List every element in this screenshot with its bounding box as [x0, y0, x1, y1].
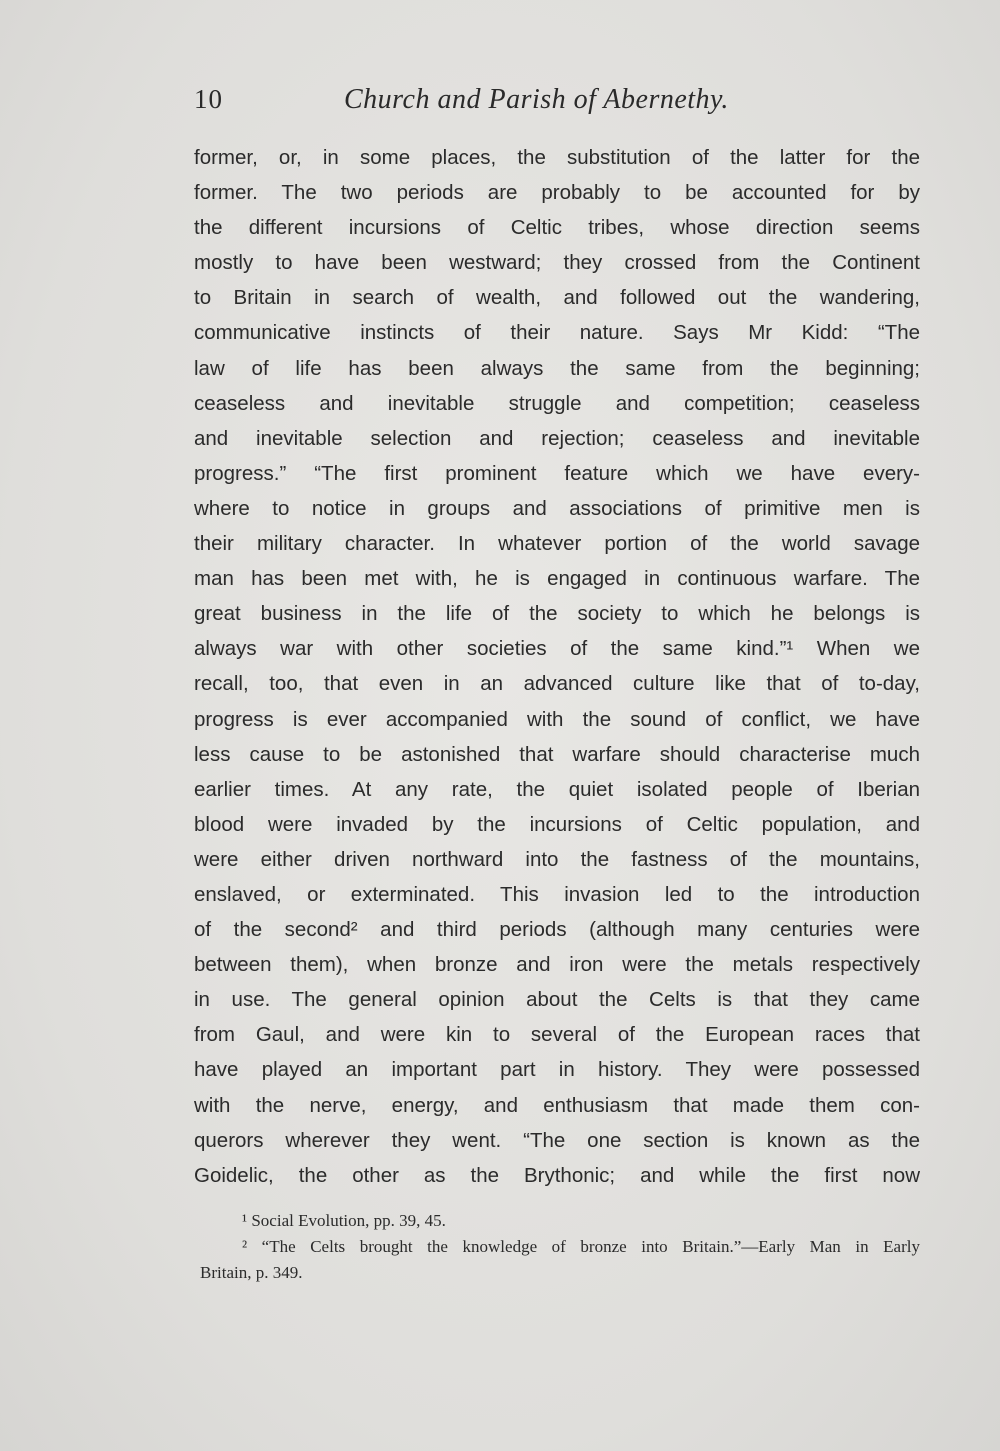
text-line: in use. The general opinion about the Celts is that they came: [194, 988, 920, 1012]
text-line: of the second² and third periods (although many centuries were: [194, 918, 920, 942]
text-line: communicative instincts of their nature. Says Mr Kidd: “The: [194, 321, 920, 345]
text-line: have played an important part in history. They were possessed: [194, 1058, 920, 1082]
text-line: man has been met with, he is engaged in continuous warfare. The: [194, 567, 920, 591]
running-title: Church and Parish of Abernethy.: [344, 84, 729, 115]
text-line: less cause to be astonished that warfare should characterise much: [194, 742, 920, 766]
text-line: where to notice in groups and associations of primitive men is: [194, 496, 920, 520]
text-line: former, or, in some places, the substitution of the latter for the: [194, 146, 920, 169]
text-line: and inevitable selection and rejection; ceaseless and inevitable: [194, 426, 920, 450]
text-line: from Gaul, and were kin to several of the European races that: [194, 1023, 920, 1047]
text-line: were either driven northward into the fastness of the mountains,: [194, 847, 920, 871]
text-line: progress is ever accompanied with the sound of conflict, we have: [194, 707, 920, 731]
text-line: law of life has been always the same from the beginning;: [194, 356, 920, 380]
text-line: between them), when bronze and iron were the metals respectively: [194, 953, 920, 977]
text-line: to Britain in search of wealth, and followed out the wandering,: [194, 286, 920, 310]
footnote-2: ² “The Celts brought the knowledge of bronze into Britain.”—Early Man in Early: [242, 1237, 920, 1256]
footnote-1: ¹ Social Evolution, pp. 39, 45.: [242, 1211, 446, 1230]
text-line: enslaved, or exterminated. This invasion led to the introduction: [194, 882, 920, 906]
text-line: earlier times. At any rate, the quiet isolated people of Iberian: [194, 777, 920, 801]
text-line: the different incursions of Celtic tribes, whose direction seems: [194, 216, 920, 240]
text-line: blood were invaded by the incursions of Celtic population, and: [194, 812, 920, 836]
footnotes: [200, 1208, 920, 1286]
text-line: Goidelic, the other as the Brythonic; and while the first now: [194, 1163, 920, 1187]
text-line: ceaseless and inevitable struggle and competition; ceaseless: [194, 391, 920, 415]
text-line: former. The two periods are probably to be accounted for by: [194, 181, 920, 205]
body-text: [194, 140, 920, 1193]
text-line: their military character. In whatever portion of the world savage: [194, 532, 920, 556]
text-line: recall, too, that even in an advanced culture like that of to-day,: [194, 672, 920, 696]
text-line: with the nerve, energy, and enthusiasm that made them con-: [194, 1093, 920, 1117]
footnote-2-continuation: Britain, p. 349.: [200, 1263, 303, 1282]
text-line: progress.” “The first prominent feature which we have every-: [194, 461, 920, 485]
text-line: great business in the life of the society to which he belongs is: [194, 602, 920, 626]
text-line: querors wherever they went. “The one section is known as the: [194, 1128, 920, 1152]
text-line: always war with other societies of the same kind.”¹ When we: [194, 637, 920, 661]
page-number: 10: [194, 84, 223, 114]
text-line: mostly to have been westward; they crossed from the Continent: [194, 251, 920, 275]
page-header: [194, 84, 920, 124]
